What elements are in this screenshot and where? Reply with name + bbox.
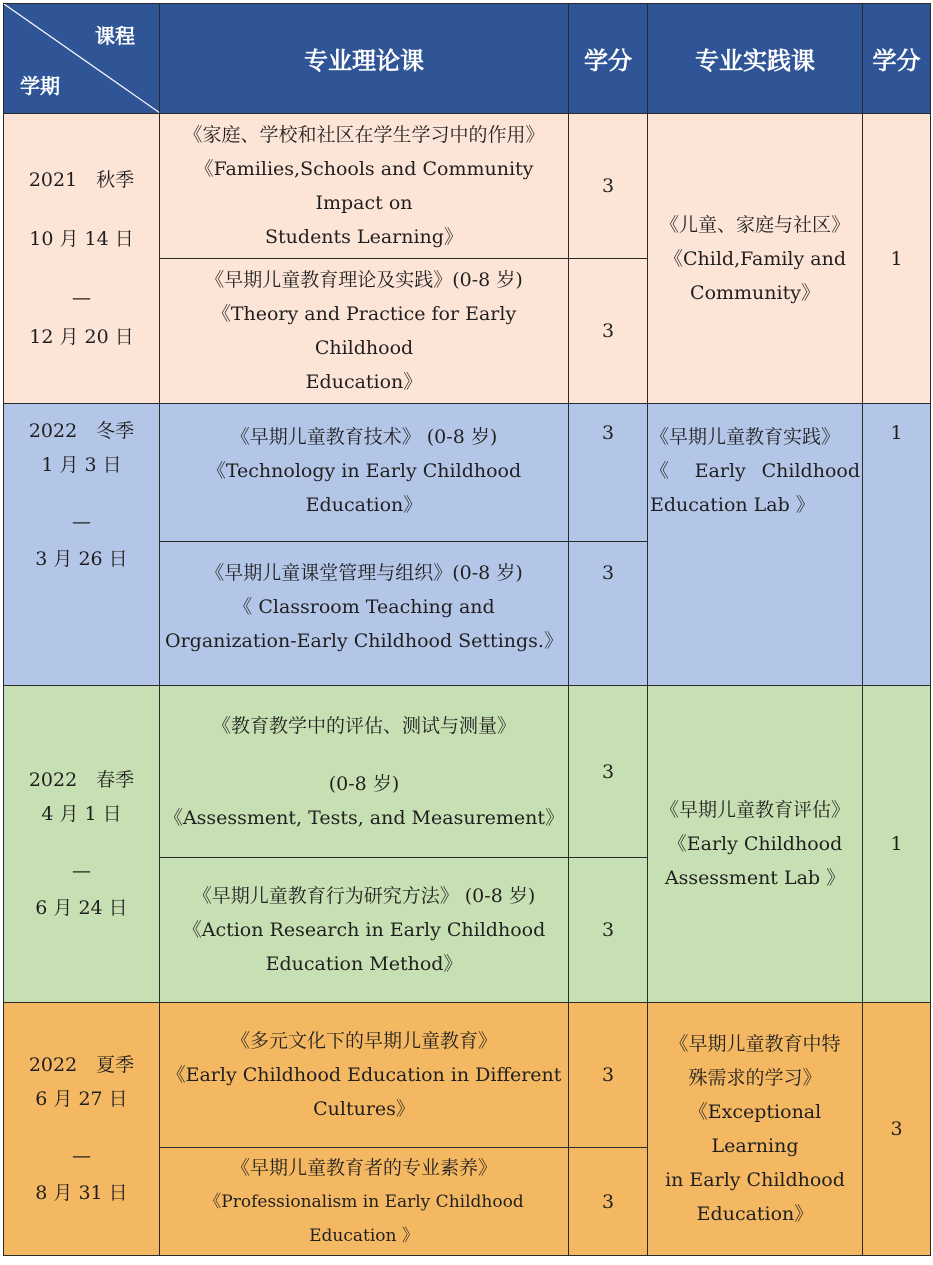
course-en: 《Assessment, Tests, and Measurement》 bbox=[163, 806, 565, 829]
course-en: 《Theory and Practice for Early Childhood bbox=[211, 303, 517, 359]
theory-course-cell bbox=[160, 259, 569, 404]
practice-course-cell bbox=[648, 404, 863, 686]
term-end: 6 月 24 日 bbox=[35, 896, 128, 919]
course-cn: 《早期儿童教育理论及实践》(0-8 岁) bbox=[205, 269, 523, 291]
course-en: Community》 bbox=[690, 281, 820, 304]
theory-credit-cell: 3 bbox=[569, 1148, 648, 1256]
term-end: 8 月 31 日 bbox=[35, 1181, 128, 1204]
theory-credit-cell: 3 bbox=[569, 114, 648, 259]
course-cn: 《多元文化下的早期儿童教育》 bbox=[230, 1030, 497, 1052]
course-en: Education》 bbox=[696, 1203, 814, 1225]
theory-course-cell bbox=[160, 1003, 569, 1148]
theory-credit-cell: 3 bbox=[569, 404, 648, 542]
theory-credit-cell: 3 bbox=[569, 686, 648, 858]
term-start: 6 月 27 日 bbox=[35, 1087, 128, 1110]
theory-credit-cell: 3 bbox=[569, 1003, 648, 1148]
term-start: 4 月 1 日 bbox=[41, 802, 122, 825]
course-en: 《 Classroom Teaching and bbox=[233, 596, 495, 618]
course-en: 《Technology in Early Childhood Education》 bbox=[206, 460, 522, 516]
term-cell-spring bbox=[4, 686, 160, 1003]
term-season: 2022 夏季 bbox=[28, 1053, 135, 1076]
course-en: Students Learning》 bbox=[265, 226, 463, 248]
course-cn: 《早期儿童课堂管理与组织》(0-8 岁) bbox=[205, 562, 523, 584]
term-dash: — bbox=[72, 511, 91, 533]
term-season: 2021 秋季 bbox=[28, 168, 135, 191]
course-en: Assessment Lab 》 bbox=[664, 867, 846, 889]
course-en: 《Professionalism in Early Childhood Education 》 bbox=[204, 1191, 524, 1246]
course-cn: 《早期儿童教育评估》 bbox=[659, 799, 850, 821]
term-dash: — bbox=[72, 286, 91, 309]
term-season: 2022 春季 bbox=[28, 768, 135, 791]
practice-credit-cell: 1 bbox=[863, 114, 931, 404]
course-en: 《Early Childhood bbox=[667, 833, 843, 855]
course-cn: 《早期儿童教育者的专业素养》 bbox=[230, 1156, 497, 1179]
course-en: 《Exceptional Learning bbox=[688, 1101, 822, 1157]
term-end: 3 月 26 日 bbox=[35, 548, 128, 570]
course-cn: 《家庭、学校和社区在学生学习中的作用》 bbox=[183, 124, 545, 146]
course-en: in Early Childhood bbox=[665, 1169, 845, 1191]
course-en: 《 Early Childhood bbox=[650, 460, 860, 482]
term-dash: — bbox=[72, 859, 91, 882]
course-cn: 殊需求的学习》 bbox=[688, 1067, 822, 1089]
practice-credit-cell: 3 bbox=[863, 1003, 931, 1256]
course-en: Education》 bbox=[305, 371, 423, 393]
theory-course-cell bbox=[160, 542, 569, 686]
theory-course-cell bbox=[160, 686, 569, 858]
course-cn: 《早期儿童教育实践》 bbox=[650, 426, 841, 448]
course-cn: 《儿童、家庭与社区》 bbox=[659, 213, 850, 236]
course-en: Cultures》 bbox=[313, 1098, 415, 1120]
practice-header: 专业实践课 bbox=[648, 4, 863, 114]
term-end: 12 月 20 日 bbox=[29, 325, 134, 348]
credit-header-2: 学分 bbox=[863, 4, 931, 114]
term-start: 10 月 14 日 bbox=[29, 227, 134, 250]
course-cn: 《早期儿童教育中特 bbox=[669, 1033, 841, 1055]
term-row-summer bbox=[4, 1003, 931, 1148]
term-dash: — bbox=[72, 1144, 91, 1167]
course-schedule-table bbox=[3, 3, 931, 1256]
theory-credit-cell: 3 bbox=[569, 542, 648, 686]
course-en: Education Lab 》 bbox=[650, 494, 815, 516]
theory-header: 专业理论课 bbox=[160, 4, 569, 114]
course-en: 《Action Research in Early Childhood bbox=[182, 919, 546, 941]
theory-course-cell bbox=[160, 404, 569, 542]
term-start: 1 月 3 日 bbox=[41, 454, 122, 476]
corner-header bbox=[4, 4, 160, 114]
practice-credit-cell: 1 bbox=[863, 404, 931, 686]
course-cn: (0-8 岁) bbox=[328, 772, 400, 795]
credit-header-1: 学分 bbox=[569, 4, 648, 114]
term-cell-summer bbox=[4, 1003, 160, 1256]
practice-course-cell bbox=[648, 686, 863, 1003]
term-row-autumn bbox=[4, 114, 931, 259]
theory-credit-cell: 3 bbox=[569, 259, 648, 404]
course-en: 《Early Childhood Education in Different bbox=[166, 1064, 562, 1086]
header-row bbox=[4, 4, 931, 114]
practice-credit-cell: 1 bbox=[863, 686, 931, 1003]
practice-course-cell bbox=[648, 1003, 863, 1256]
course-cn: 《早期儿童教育行为研究方法》 (0-8 岁) bbox=[192, 885, 536, 907]
course-cn: 《教育教学中的评估、测试与测量》 bbox=[211, 714, 516, 737]
theory-course-cell bbox=[160, 114, 569, 259]
course-en: 《Families,Schools and Community Impact on bbox=[194, 158, 534, 214]
term-cell-winter bbox=[4, 404, 160, 686]
theory-course-cell bbox=[160, 858, 569, 1003]
course-cn: 《早期儿童教育技术》 (0-8 岁) bbox=[230, 426, 498, 448]
term-season: 2022 冬季 bbox=[28, 420, 135, 442]
term-row-winter bbox=[4, 404, 931, 542]
corner-term-label: 学期 bbox=[20, 74, 60, 98]
corner-course-label: 课程 bbox=[95, 24, 135, 48]
course-en: Organization-Early Childhood Settings.》 bbox=[165, 630, 563, 652]
theory-course-cell bbox=[160, 1148, 569, 1256]
course-en: Education Method》 bbox=[265, 953, 463, 975]
term-cell-autumn bbox=[4, 114, 160, 404]
course-en: 《Child,Family and bbox=[663, 247, 847, 270]
theory-credit-cell: 3 bbox=[569, 858, 648, 1003]
practice-course-cell bbox=[648, 114, 863, 404]
term-row-spring bbox=[4, 686, 931, 858]
